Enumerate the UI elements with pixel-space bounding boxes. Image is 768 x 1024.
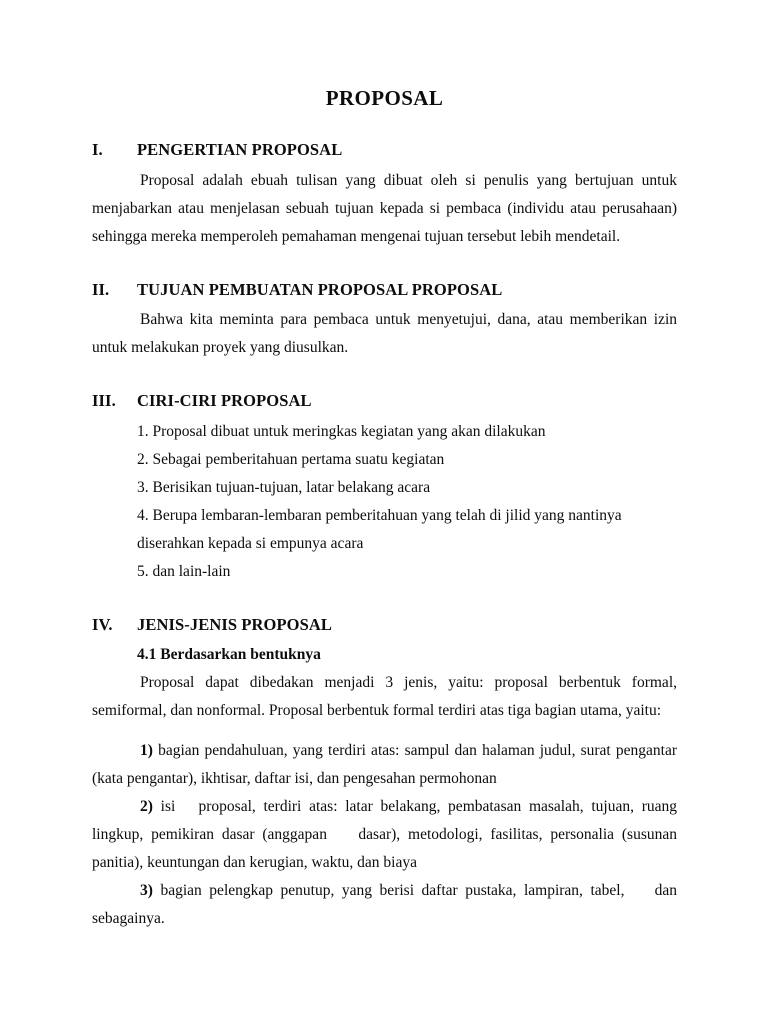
section-paragraph-4: Proposal dapat dibedakan menjadi 3 jenis, yaitu: proposal berbentuk formal, semiformal, dan nonformal. Proposal berbentuk formal terdiri atas tiga bagian utama, yaitu: bbox=[92, 673, 681, 719]
section-numeral-3: III. bbox=[92, 391, 116, 411]
paren-marker-1: 1) bbox=[140, 741, 153, 759]
section-heading-1 bbox=[92, 139, 677, 160]
document-body bbox=[92, 0, 681, 933]
list-item: 3. Berisikan tujuan-tujuan, latar belakang acara bbox=[137, 478, 431, 496]
page-title: PROPOSAL bbox=[325, 86, 444, 110]
section-title-4: JENIS-JENIS PROPOSAL bbox=[137, 614, 332, 634]
list-item: 5. dan lain-lain bbox=[137, 562, 231, 580]
section-numeral-2: II. bbox=[92, 279, 110, 299]
paren-text-3: bagian pelengkap penutup, yang berisi daftar pustaka, lampiran, tabel, dan sebagainya. bbox=[92, 881, 681, 927]
spacer bbox=[92, 586, 677, 614]
list-item: 1. Proposal dibuat untuk meringkas kegiatan yang akan dilakukan bbox=[137, 422, 546, 440]
paren-item-2 bbox=[92, 793, 681, 877]
list-item: 2. Sebagai pemberitahuan pertama suatu kegiatan bbox=[137, 450, 445, 468]
section-title-2: TUJUAN PEMBUATAN PROPOSAL PROPOSAL bbox=[137, 279, 503, 299]
list-item: 4. Berupa lembaran-lembaran pemberitahuan yang telah di jilid yang nantinya diserahkan kepada si empunya acara bbox=[137, 506, 622, 552]
spacer bbox=[92, 251, 677, 279]
spacer bbox=[92, 111, 677, 139]
paren-item-3 bbox=[92, 877, 681, 933]
section-numeral-4: IV. bbox=[92, 614, 113, 634]
section-numeral-1: I. bbox=[92, 140, 103, 160]
section-title-1: PENGERTIAN PROPOSAL bbox=[137, 140, 343, 160]
section-heading-3 bbox=[92, 390, 677, 411]
spacer bbox=[92, 362, 677, 390]
paren-marker-3: 3) bbox=[140, 881, 153, 899]
paren-text-2: isi proposal, terdiri atas: latar belakang, pembatasan masalah, tujuan, ruang lingkup, pemikiran dasar (anggapan dasar), metodologi, fasilitas, personalia (susunan panitia), keuntungan dan kerugian, waktu, dan biaya bbox=[92, 797, 681, 871]
ciri-ciri-list bbox=[92, 418, 677, 586]
paren-text-1: bagian pendahuluan, yang terdiri atas: sampul dan halaman judul, surat pengantar (kata pengantar), ikhtisar, daftar isi, dan pengesahan permohonan bbox=[92, 741, 681, 787]
section-title-3: CIRI-CIRI PROPOSAL bbox=[137, 391, 312, 411]
section-paragraph-1: Proposal adalah ebuah tulisan yang dibuat oleh si penulis yang bertujuan untuk menjabarkan atau menjelasan sebuah tujuan kepada si pembaca (individu atau perusahaan) sehingga mereka memperoleh pemahaman mengenai tujuan tersebut lebih mendetail. bbox=[92, 171, 681, 245]
paren-item-1 bbox=[92, 737, 681, 793]
section-heading-4 bbox=[92, 614, 677, 635]
paren-marker-2: 2) bbox=[140, 797, 153, 815]
section-heading-2 bbox=[92, 279, 677, 300]
spacer bbox=[92, 725, 677, 737]
subsection-heading-4-1: 4.1 Berdasarkan bentuknya bbox=[137, 645, 321, 663]
section-paragraph-2: Bahwa kita meminta para pembaca untuk menyetujui, dana, atau memberikan izin untuk melakukan proyek yang diusulkan. bbox=[92, 311, 681, 357]
